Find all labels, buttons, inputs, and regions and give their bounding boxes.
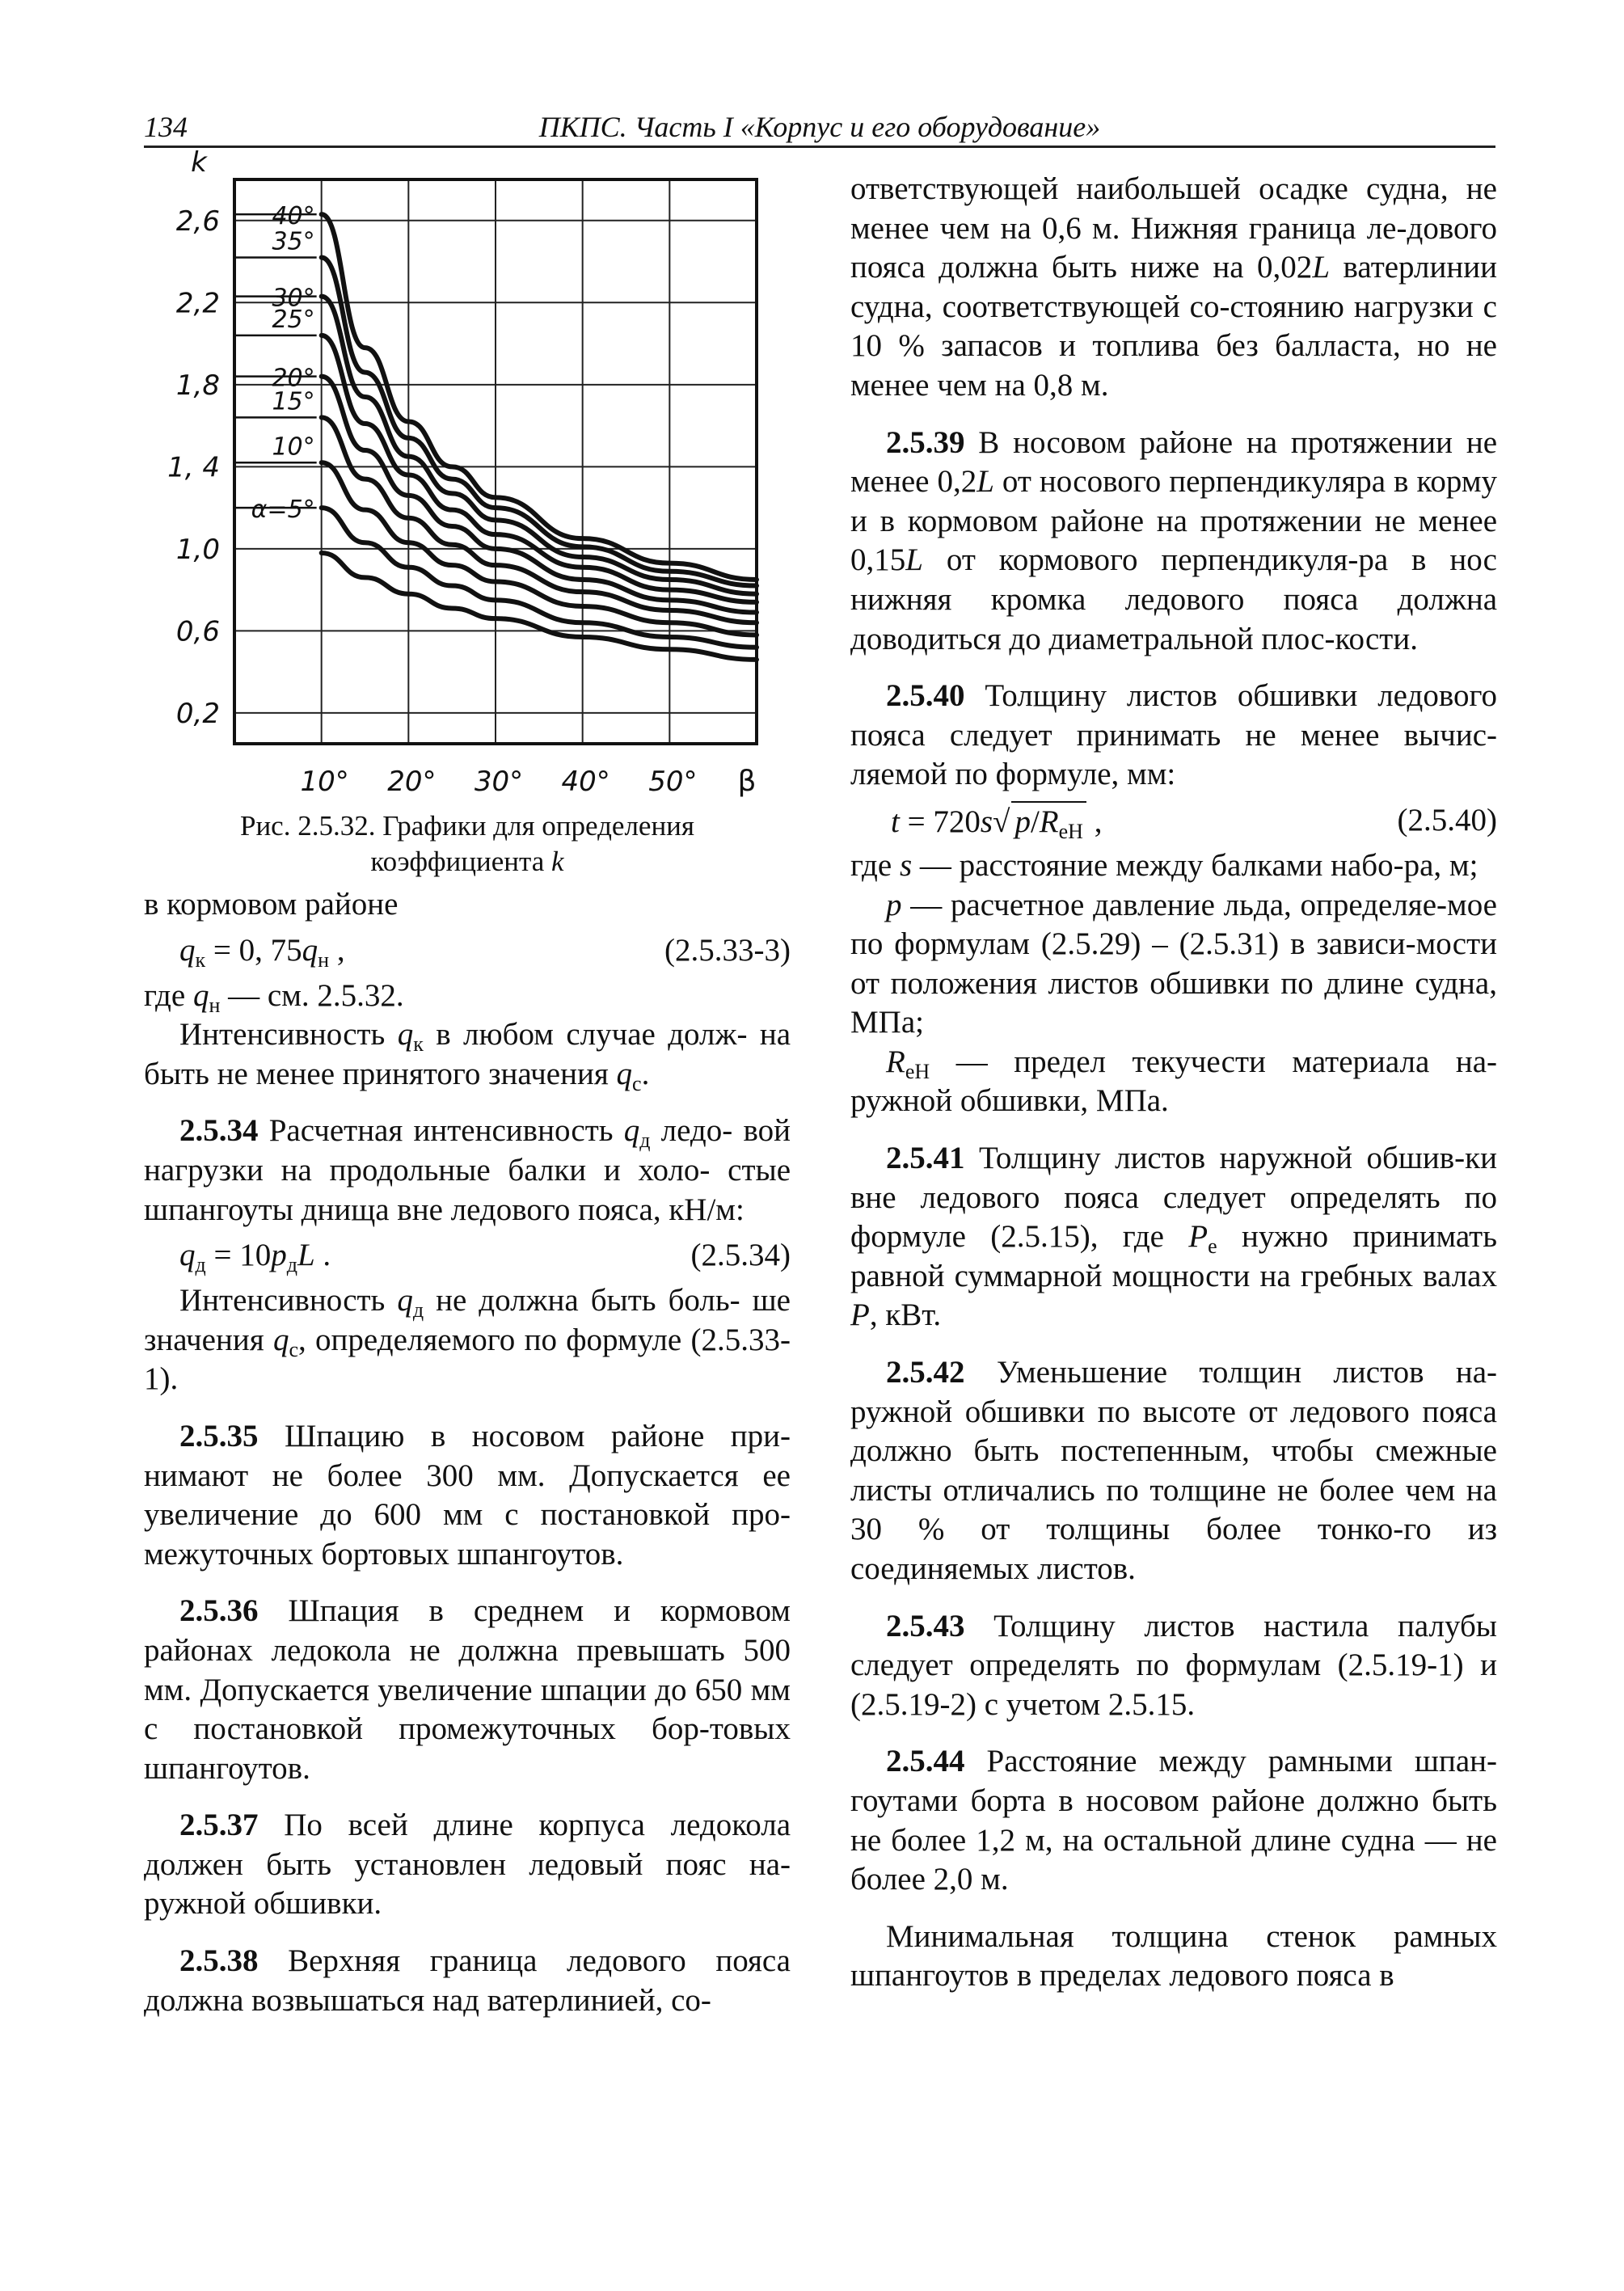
formula-number: (2.5.34) — [690, 1238, 791, 1273]
f1-rhs: q — [302, 932, 318, 968]
para-kormovoi: в кормовом районе — [144, 887, 399, 922]
section-number: 2.5.38 — [179, 1943, 259, 1979]
caption-prefix: коэффициента — [370, 846, 552, 877]
section-2-5-36 — [144, 1592, 791, 1788]
intens2-b: не должна быть боль- — [424, 1283, 740, 1318]
f2-L: L — [297, 1238, 315, 1273]
def-s-a: где — [850, 847, 900, 883]
def-R-sub: eH — [905, 1059, 930, 1083]
s2539-t1: В носовом районе на протяжении не менее 0,2 — [850, 424, 1497, 500]
running-title: ПКПС. Часть I «Корпус и его оборудование» — [538, 111, 1101, 143]
f3-s: s — [980, 804, 993, 839]
intens2-sub: д — [412, 1298, 424, 1323]
f2-lhs: q — [179, 1238, 196, 1273]
section-number: 2.5.35 — [179, 1418, 259, 1453]
section-number: 2.5.40 — [886, 678, 965, 714]
intens2-line2: ше значения — [144, 1283, 791, 1357]
section-2-5-43 — [850, 1607, 1497, 1725]
section-2-5-41 — [850, 1139, 1497, 1335]
f3-eq: = 720 — [899, 804, 981, 839]
section-text: Шпация в среднем и кормовом районах ледокола не должна превышать 500 мм. Допускается увеличение шпации до 650 мм с постановкой промежуточных бор-товых шпангоутов. — [144, 1593, 791, 1786]
def-R-var: R — [886, 1044, 905, 1079]
intens2-sub2: с — [289, 1337, 298, 1361]
f3-sqrt: $p/R_{eH}$ — [1011, 801, 1086, 842]
s2534-sub: д — [639, 1129, 651, 1153]
intens2-a: Интенсивность — [179, 1283, 398, 1318]
def-s-var: s — [899, 847, 913, 883]
intens2-line3: (2.5.33-1). — [144, 1322, 791, 1397]
para-gde-qn — [144, 977, 791, 1016]
intens-sub: к — [413, 1032, 424, 1057]
x-axis-label: β — [737, 765, 757, 798]
y-tick-label: 2,2 — [175, 287, 220, 320]
formula-2-5-34 — [144, 1236, 791, 1276]
section-2-5-39 — [850, 424, 1497, 660]
s2534-line4: кН/м: — [669, 1192, 745, 1227]
cont-L: L — [1312, 250, 1331, 285]
intens2-q: q — [397, 1283, 413, 1318]
series-label: 25° — [272, 305, 315, 334]
para-intensivnost-qd — [144, 1281, 791, 1399]
s2534-q: q — [623, 1113, 640, 1149]
s2541-P: P — [1188, 1219, 1209, 1255]
y-tick-label: 1,0 — [175, 533, 220, 566]
s2541-t3: , кВт. — [869, 1297, 942, 1333]
para-min-thickness: Минимальная толщина стенок рамных шпангоутов в пределах ледового пояса в — [850, 1918, 1497, 1994]
intens-b2: . — [641, 1056, 650, 1091]
section-2-5-40 — [850, 677, 1497, 795]
gde-b: — см. 2.5.32. — [220, 977, 404, 1013]
f3-p: p — [1014, 804, 1031, 839]
y-tick-label: 0,2 — [175, 697, 220, 730]
series-label: 30° — [272, 284, 315, 313]
series-label: α=5° — [251, 496, 315, 525]
f2-tail: . — [314, 1238, 331, 1273]
f3-R: R — [1039, 804, 1059, 839]
series-label: 20° — [272, 364, 315, 393]
f3-tail: , — [1086, 804, 1103, 839]
section-number: 2.5.43 — [886, 1608, 965, 1643]
section-2-5-34 — [144, 1112, 791, 1230]
caption-var-k: k — [551, 846, 564, 877]
y-tick-label: 1, 4 — [167, 451, 220, 484]
series-label: 15° — [272, 387, 315, 416]
s2541-t1: Толщину листов наружной обшив-ки вне ледового пояса следует определять по формуле (2.5.15), где — [850, 1141, 1497, 1255]
running-header — [144, 110, 1495, 148]
f1-lhs-sub: к — [195, 947, 206, 972]
section-number: 2.5.42 — [886, 1355, 965, 1390]
section-2-5-44 — [850, 1742, 1497, 1899]
section-2-5-42 — [850, 1353, 1497, 1589]
intens-sub2: с — [632, 1071, 642, 1095]
intens-b: в любом случае долж- — [423, 1017, 748, 1053]
x-tick-label: 20° — [387, 766, 437, 798]
x-tick-label: 50° — [648, 766, 698, 798]
section-number: 2.5.37 — [179, 1808, 259, 1843]
right-column — [850, 170, 1497, 1996]
y-tick-label: 2,6 — [175, 205, 220, 238]
page-number: 134 — [144, 111, 188, 143]
y-tick-label: 0,6 — [175, 615, 220, 648]
def-s-b: — расстояние между балками набо-ра, м; — [912, 847, 1478, 883]
section-text: Уменьшение толщин листов на-ружной обшивки по высоте от ледового пояса должно быть постепенным, чтобы смежные листы отличались по толщине не более чем на 30 % от толщины более тонко-го из соединяемых листов. — [850, 1355, 1497, 1586]
section-number: 2.5.34 — [179, 1113, 259, 1149]
def-p-var: p — [886, 887, 902, 922]
formula-2-5-33-3 — [144, 931, 791, 972]
formula-number: (2.5.33-3) — [664, 932, 791, 968]
y-tick-label: 1,8 — [175, 369, 220, 402]
series-label: 35° — [272, 227, 315, 256]
s2541-P2: P — [850, 1297, 870, 1333]
f1-tail: , — [329, 932, 345, 968]
definition-R — [850, 1043, 1497, 1121]
figure-caption — [144, 808, 791, 880]
para-continuation — [850, 170, 1497, 406]
s2539-t2: от носового перпендикуляра в корму и в кормовом районе на протяжении не менее 0,15 — [850, 464, 1497, 578]
f3-t: t — [891, 804, 900, 839]
formula-number: (2.5.40) — [1397, 802, 1497, 838]
y-axis-label: k — [191, 146, 207, 179]
section-number: 2.5.39 — [886, 424, 965, 460]
f1-mid: = 0, 75 — [205, 932, 302, 968]
intens2-b2: , определяемого по формуле — [298, 1322, 682, 1357]
intens-a: Интенсивность — [179, 1017, 398, 1053]
gde-sub: н — [209, 993, 221, 1017]
section-number: 2.5.44 — [886, 1744, 965, 1779]
series-label: 40° — [272, 202, 315, 231]
gde-q: q — [192, 977, 209, 1013]
s2534-t2: ледо- — [650, 1113, 733, 1149]
series-label: 10° — [272, 432, 315, 462]
f2-lhs-sub: д — [195, 1253, 206, 1277]
gde-a: где — [144, 977, 193, 1013]
x-tick-label: 40° — [561, 766, 610, 798]
s2539-L2: L — [905, 542, 923, 578]
definition-p — [850, 886, 1497, 1043]
section-number: 2.5.41 — [886, 1141, 965, 1176]
caption-line-2 — [144, 844, 791, 880]
x-tick-label: 30° — [474, 766, 524, 798]
caption-line-1: Рис. 2.5.32. Графики для определения — [239, 810, 695, 842]
s2534-t1: Расчетная интенсивность — [258, 1113, 624, 1149]
f2-p: p — [271, 1238, 287, 1273]
s2534-line2: вой нагрузки на продольные балки и холо- — [144, 1113, 791, 1188]
intens-q2: q — [616, 1056, 633, 1091]
section-text: По всей длине корпуса ледокола должен быть установлен ледовый пояс на-ружной обшивки. — [144, 1808, 791, 1922]
section-number: 2.5.36 — [179, 1593, 259, 1629]
def-R-b: — предел текучести материала на-ружной обшивки, МПа. — [850, 1044, 1497, 1119]
x-tick-label: 10° — [300, 766, 349, 798]
f3-R-sub: eH — [1058, 819, 1083, 843]
intens-line2: на быть не менее принятого значения — [144, 1017, 791, 1091]
f1-rhs-sub: н — [318, 947, 330, 972]
figure-chart — [144, 146, 807, 815]
section-2-5-37 — [144, 1806, 791, 1924]
section-text: Верхняя граница ледового пояса должна возвышаться над ватерлинией, со- — [144, 1943, 791, 2018]
s2541-t2: нужно принимать равной суммарной мощности на гребных валах — [850, 1219, 1497, 1293]
cont-text: ответствующей наибольшей осадке судна, не менее чем на 0,6 м. Нижняя граница ле-дового пояса должна быть ниже на 0,02 — [850, 171, 1497, 285]
section-text: Шпацию в носовом районе при-нимают не более 300 мм. Допускается ее увеличение до 600 мм с постановкой про-межуточных бортовых шпангоутов. — [144, 1418, 791, 1572]
section-text: Толщину листов обшивки ледового пояса следует принимать не менее вычис-ляемой по формуле, мм: — [850, 678, 1497, 792]
intens-q: q — [397, 1017, 414, 1053]
series-curve-0deg — [322, 553, 757, 660]
formula-2-5-40: t = 720s√ $p/R_{eH}$ , (2.5.40) — [891, 802, 1497, 843]
s2539-L1: L — [977, 464, 994, 500]
f2-mid: = 10 — [205, 1238, 272, 1273]
cont-rest: ватерлинии судна, соответствующей со-стоянию нагрузки с 10 % запасов и топлива без балласта, но не менее чем на 0,8 м. — [850, 250, 1497, 403]
s2539-t3: от кормового перпендикуля-ра в нос нижняя кромка ледового пояса должна доводиться до диаметральной плос-кости. — [850, 542, 1497, 656]
para-intensivnost-qk — [144, 1015, 791, 1094]
f2-p-sub: д — [286, 1253, 297, 1277]
s2541-Psub: e — [1208, 1234, 1217, 1259]
section-2-5-38 — [144, 1942, 791, 2020]
left-column — [144, 885, 791, 2020]
section-text: Расстояние между рамными шпан-гоутами борта в носовом районе должно быть не более 1,2 м, на остальной длине судна — не более 2,0 м. — [850, 1744, 1497, 1897]
k-coefficient-chart — [144, 146, 807, 815]
s2534-line3: стые шпангоуты днища вне ледового пояса, — [144, 1152, 791, 1227]
intens2-q2: q — [272, 1322, 289, 1357]
definition-s — [850, 846, 1497, 886]
def-p-b: — расчетное давление льда, определяе-мое по формулам (2.5.29) – (2.5.31) в зависи-мости от положения листов обшивки по длине судна, МПа; — [850, 887, 1497, 1040]
section-text: Толщину листов настила палубы следует определять по формулам (2.5.19-1) и (2.5.19-2) с учетом 2.5.15. — [850, 1608, 1497, 1722]
f1-lhs: q — [179, 932, 196, 968]
section-2-5-35 — [144, 1417, 791, 1574]
